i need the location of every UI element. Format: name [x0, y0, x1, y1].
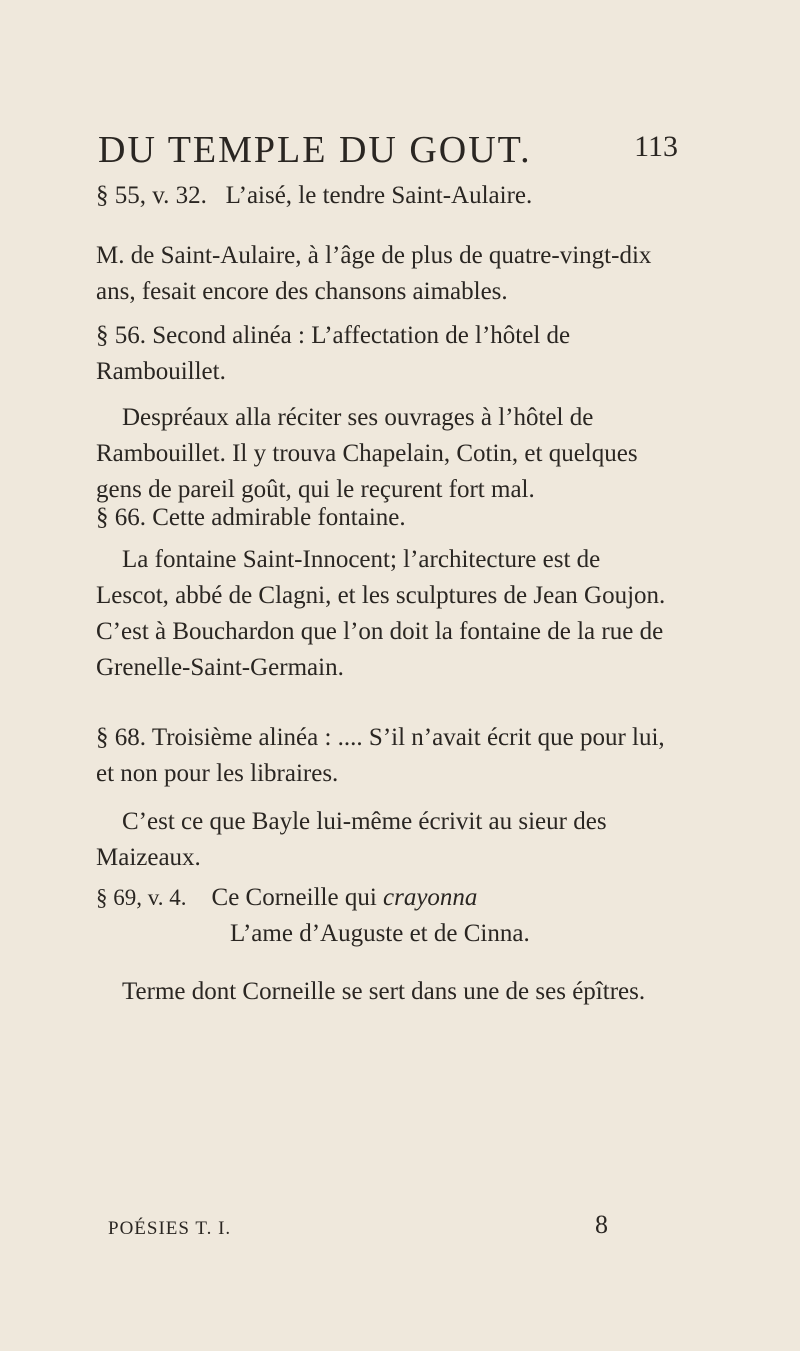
- note-body: Terme dont Corneille se sert dans une de ses épîtres.: [122, 978, 646, 1005]
- note-heading: [96, 500, 674, 536]
- signature-mark: 8: [595, 1210, 608, 1239]
- note-reference: § 68.: [96, 724, 146, 751]
- note-heading: [96, 318, 674, 390]
- note-body: M. de Saint-Aulaire, à l’âge de plus de quatre-vingt-dix ans, fesait encore des chansons aimables.: [96, 242, 652, 305]
- note-entry-56: [96, 318, 674, 508]
- note-entry-55: [96, 178, 674, 310]
- note-reference: § 55, v. 32.: [96, 182, 207, 209]
- note-heading: [96, 178, 674, 214]
- running-title: DU TEMPLE DU GOUT.: [98, 129, 532, 171]
- note-entry-69: [96, 880, 674, 1010]
- note-reference: § 66.: [96, 504, 146, 531]
- note-entry-68: [96, 720, 674, 876]
- note-body: Despréaux alla réciter ses ouvrages à l’hôtel de Rambouillet. Il y trouva Chapelain, Cotin, et quelques gens de pareil goût, qui le reçurent fort mal.: [96, 404, 638, 503]
- note-quote: Cette admirable fontaine.: [152, 504, 406, 531]
- signature-text: POÉSIES T. I.: [108, 1218, 232, 1239]
- note-entry-66: [96, 500, 674, 686]
- note-heading: [96, 720, 674, 792]
- note-body: La fontaine Saint-Innocent; l’architecture est de Lescot, abbé de Clagni, et les sculptures de Jean Goujon. C’est à Bouchardon que l’on doit la fontaine de la rue de Grenelle-Saint-Germain.: [96, 546, 666, 681]
- verse-italic-word: crayonna: [383, 884, 478, 911]
- page-number: 113: [634, 130, 678, 163]
- note-reference: § 56.: [96, 322, 146, 349]
- note-quote: Troisième alinéa : .... S’il n’avait écrit que pour lui, et non pour les libraires.: [96, 724, 665, 787]
- verse-line-2: L’ame d’Auguste et de Cinna.: [230, 920, 530, 947]
- page-header: [98, 128, 678, 171]
- note-heading: [96, 880, 674, 916]
- note-quote: L’aisé, le tendre Saint-Aulaire.: [225, 182, 533, 209]
- note-quote: Second alinéa : L’affectation de l’hôtel de Rambouillet.: [96, 322, 571, 385]
- verse-line-1: Ce Corneille qui: [211, 884, 384, 911]
- note-reference: § 69, v. 4.: [96, 885, 187, 910]
- page-footer: [108, 1210, 608, 1250]
- note-body: C’est ce que Bayle lui-même écrivit au sieur des Maizeaux.: [96, 808, 607, 871]
